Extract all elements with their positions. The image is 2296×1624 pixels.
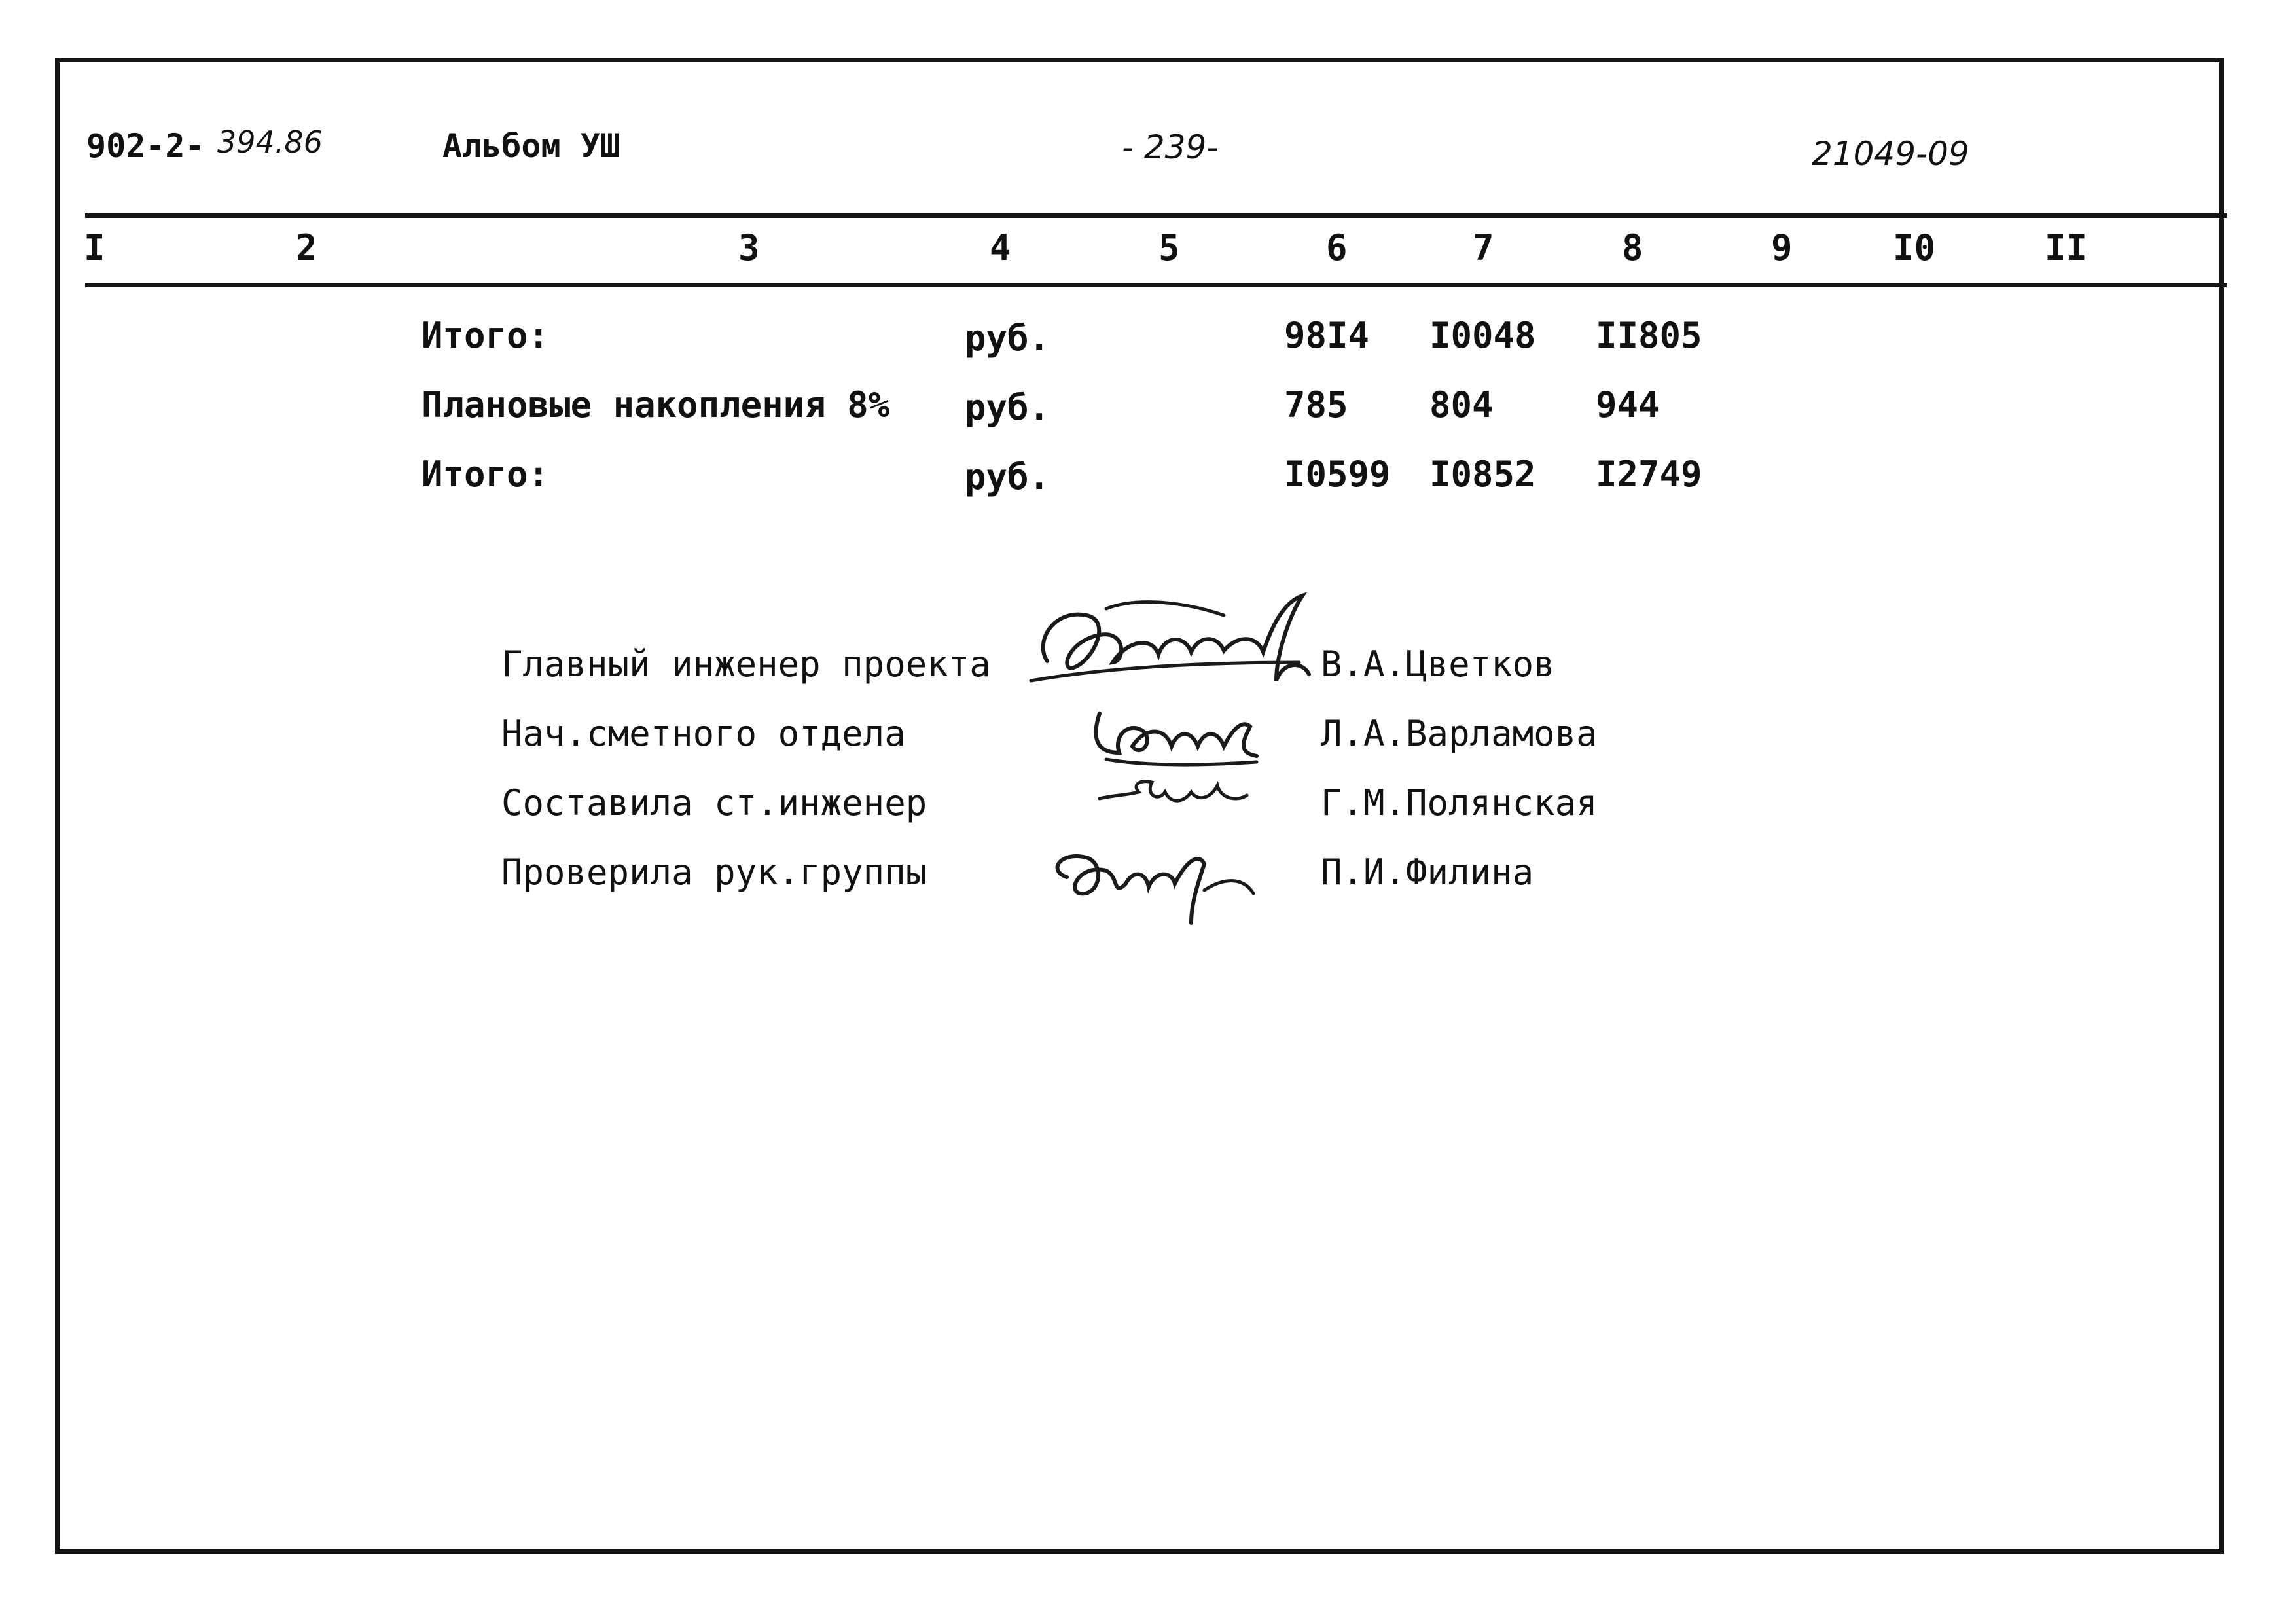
column-number-11: II [2045,227,2088,268]
row-value-col6: 785 [1284,384,1348,425]
column-number-9: 9 [1771,227,1793,268]
row-value-col7: I0852 [1429,454,1536,495]
signer-position: Нач.сметного отдела [501,713,906,754]
page-number: - 239- [1122,128,1219,166]
row-value-col6: I0599 [1284,454,1391,495]
row-unit: руб. [965,387,1050,428]
row-unit: руб. [965,317,1050,359]
handwritten-signature-estimates-head [1080,694,1289,772]
column-number-1: I [84,227,105,268]
signer-name: П.И.Филина [1321,852,1534,893]
row-label: Итого: [422,315,550,356]
album-title: Альбом УШ [442,127,620,165]
row-value-col7: 804 [1429,384,1494,425]
column-number-4: 4 [990,227,1011,268]
signer-name: В.А.Цветков [1321,643,1555,685]
signer-position: Проверила рук.группы [501,852,927,893]
signer-position: Составила ст.инженер [501,782,927,823]
row-value-col7: I0048 [1429,315,1536,356]
handwritten-signature-group-head [1041,831,1263,929]
row-value-col8: 944 [1596,384,1660,425]
archive-number: 21049-09 [1812,135,1969,173]
row-value-col6: 98I4 [1284,315,1370,356]
signer-name: Г.М.Полянская [1321,782,1598,823]
row-value-col8: II805 [1596,315,1702,356]
handwritten-signature-chief-engineer [1028,589,1316,700]
column-number-3: 3 [738,227,760,268]
column-number-10: I0 [1893,227,1936,268]
column-number-5: 5 [1158,227,1180,268]
designation-handwritten: 394.86 [217,124,323,160]
column-number-8: 8 [1622,227,1643,268]
row-label: Итого: [422,454,550,495]
row-value-col8: I2749 [1596,454,1702,495]
column-number-6: 6 [1326,227,1348,268]
header-top-rule [85,213,2227,218]
signer-position: Главный инженер проекта [501,643,991,685]
header-bottom-rule [85,283,2227,287]
column-number-2: 2 [296,227,317,268]
row-unit: руб. [965,456,1050,497]
designation-printed: 902-2- [86,127,205,165]
column-number-7: 7 [1473,227,1494,268]
handwritten-signature-compiler [1093,766,1263,825]
row-label: Плановые накопления 8% [422,384,890,425]
signer-name: Л.А.Варламова [1321,713,1598,754]
